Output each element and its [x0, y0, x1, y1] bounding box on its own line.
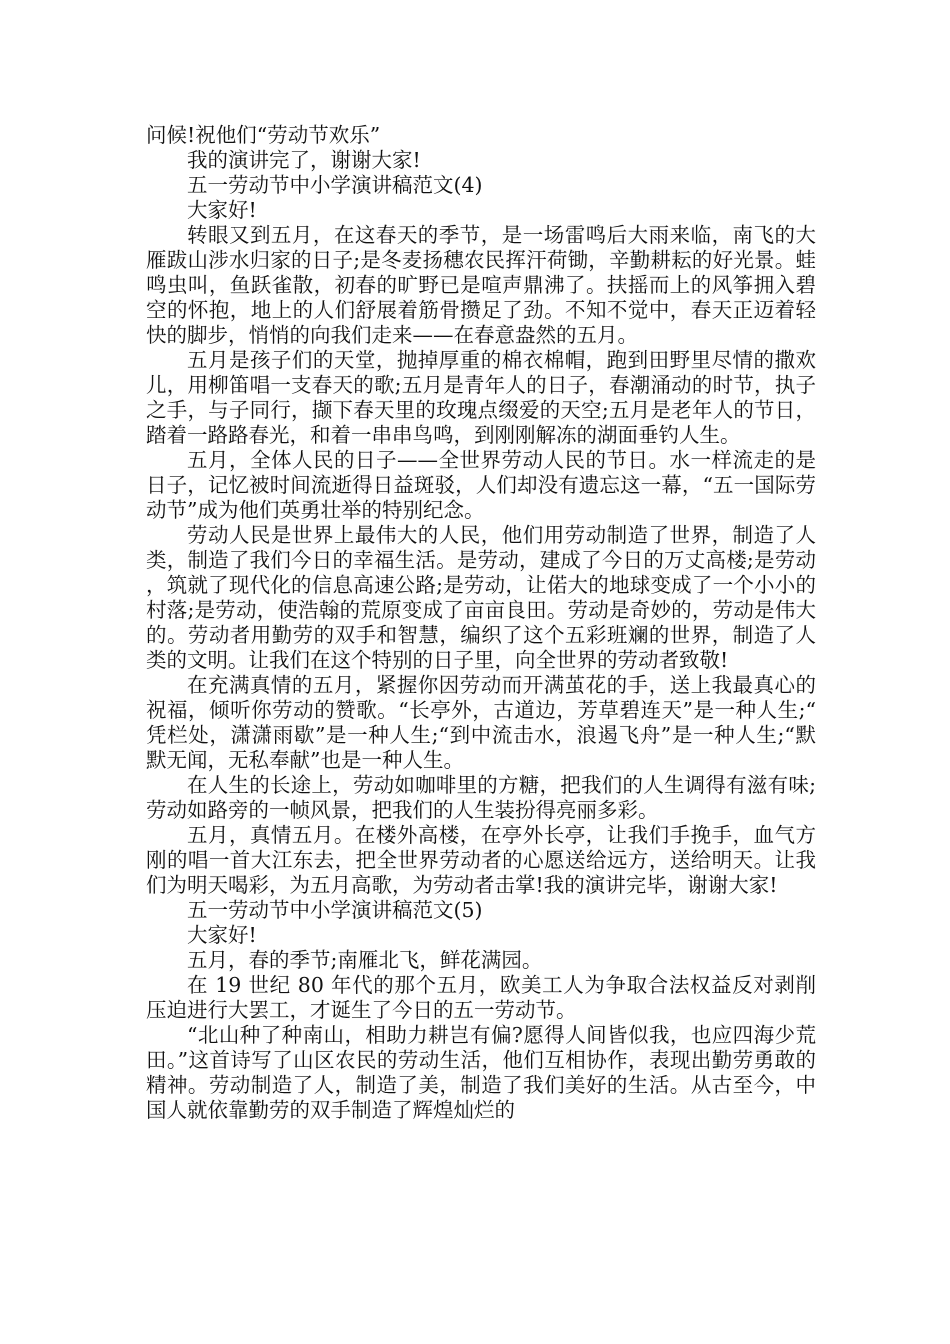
paragraph: 五月，春的季节;南雁北飞，鲜花满园。 — [187, 948, 543, 972]
paragraph: 问候!祝他们“劳动节欢乐” — [146, 123, 381, 147]
paragraph: 五月，全体人民的日子——全世界劳动人民的节日。水一样流走的是日子，记忆被时间流逝得日益斑驳，人们却没有遗忘这一幕，“五一国际劳动节”成为他们英勇壮举的特别纪念。 — [146, 448, 816, 522]
paragraph: 转眼又到五月，在这春天的季节，是一场雷鸣后大雨来临，南飞的大雁跋山涉水归家的日子;是冬麦扬穗农民挥汗荷锄，辛勤耕耘的好光景。蛙鸣虫叫，鱼跃雀散，初春的旷野已是喧声鼎沸了。扶摇而上的风筝拥入碧空的怀抱，地上的人们舒展着筋骨攒足了劲。不知不觉中，春天正迈着轻快的脚步，悄悄的向我们走来——在春意盎然的五月。 — [146, 223, 816, 347]
document-body — [146, 123, 816, 1123]
paragraph: “北山种了种南山，相助力耕岂有偏?愿得人间皆似我，也应四海少荒田。”这首诗写了山区农民的劳动生活，他们互相协作，表现出勤劳勇敢的精神。劳动制造了人，制造了美，制造了我们美好的生活。从古至今，中国人就依靠勤劳的双手制造了辉煌灿烂的 — [146, 1023, 816, 1122]
greeting: 大家好! — [187, 923, 257, 947]
paragraph: 五月是孩子们的天堂，抛掉厚重的棉衣棉帽，跑到田野里尽情的撒欢儿，用柳笛唱一支春天的歌;五月是青年人的日子，春潮涌动的时节，执子之手，与子同行，撷下春天里的玫瑰点缀爱的天空;五月是老年人的节日，踏着一路路春光，和着一串串鸟鸣，到刚刚解冻的湖面垂钓人生。 — [146, 348, 816, 447]
paragraph: 在 19 世纪 80 年代的那个五月，欧美工人为争取合法权益反对剥削压迫进行大罢工，才诞生了今日的五一劳动节。 — [146, 973, 816, 1022]
section-heading: 五一劳动节中小学演讲稿范文(5) — [187, 898, 483, 922]
paragraph: 五月，真情五月。在楼外高楼，在亭外长亭，让我们手挽手，血气方刚的唱一首大江东去，把全世界劳动者的心愿送给远方，送给明天。让我们为明天喝彩，为五月高歌，为劳动者击掌!我的演讲完毕，谢谢大家! — [146, 823, 816, 897]
paragraph: 我的演讲完了，谢谢大家! — [187, 148, 421, 172]
paragraph: 劳动人民是世界上最伟大的人民，他们用劳动制造了世界，制造了人类，制造了我们今日的幸福生活。是劳动，建成了今日的万丈高楼;是劳动，筑就了现代化的信息高速公路;是劳动，让偌大的地球变成了一个小小的村落;是劳动，使浩翰的荒原变成了亩亩良田。劳动是奇妙的，劳动是伟大的。劳动者用勤劳的双手和智慧，编织了这个五彩班斓的世界，制造了人类的文明。让我们在这个特别的日子里，向全世界的劳动者致敬! — [146, 523, 816, 672]
greeting: 大家好! — [187, 198, 257, 222]
section-heading: 五一劳动节中小学演讲稿范文(4) — [187, 173, 483, 197]
paragraph: 在充满真情的五月，紧握你因劳动而开满茧花的手，送上我最真心的祝福，倾听你劳动的赞歌。“长亭外，古道边，芳草碧连天”是一种人生;“凭栏处，潇潇雨歇”是一种人生;“到中流击水，浪遏飞舟”是一种人生;“默默无闻，无私奉献”也是一种人生。 — [146, 673, 816, 772]
paragraph: 在人生的长途上，劳动如咖啡里的方糖，把我们的人生调得有滋有味;劳动如路旁的一帧风景，把我们的人生装扮得亮丽多彩。 — [146, 773, 816, 822]
